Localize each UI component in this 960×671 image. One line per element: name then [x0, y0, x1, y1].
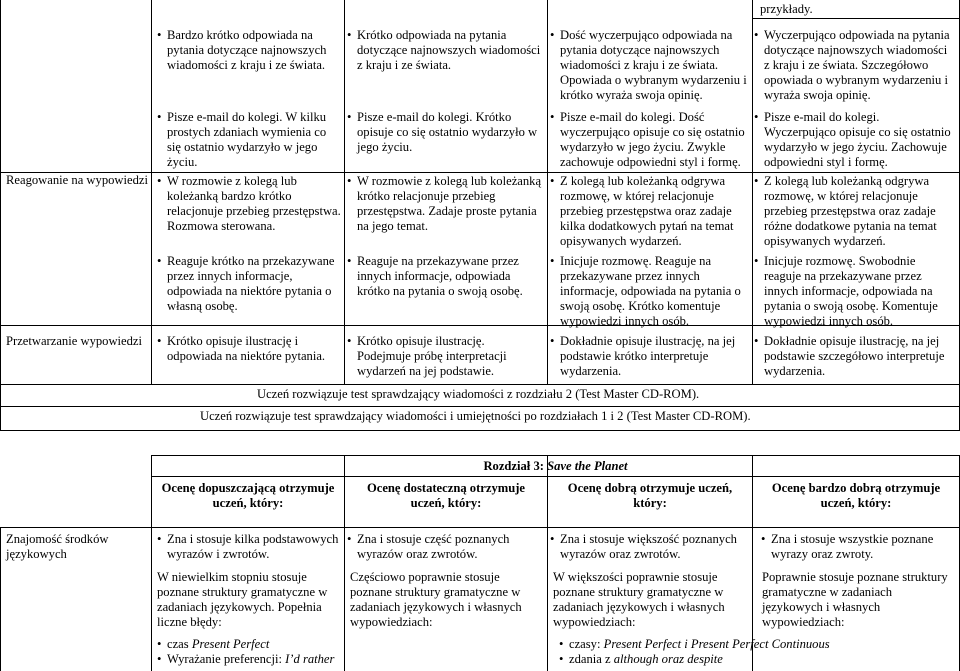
list-item [167, 637, 345, 652]
grid-line [752, 0, 753, 384]
text-italic: I’d rather [285, 652, 335, 666]
text-italic: although oraz despite [613, 652, 723, 666]
list-item [167, 652, 345, 667]
list-item: • Inicjuje rozmowę. Swobodnie reaguje na przekazywane przez innych informacje, odpowiada na pytania o swoją osobę. Komentuje wypowiedzi innych osób. [764, 254, 954, 329]
list-item: • Zna i stosuje kilka podstawowych wyrazów i zwrotów. [167, 532, 345, 562]
paragraph: W niewielkim stopniu stosuje poznane struktury gramatyczne w zadaniach językowych. Popełnia liczne błędy: [157, 570, 328, 629]
paragraph: W większości poprawnie stosuje poznane struktury gramatyczne w zadaniach językowych i własnych wypowiedziach: [553, 570, 725, 629]
list-item: • W rozmowie z kolegą lub koleżanką krótko relacjonuje przebieg przestępstwa. Zadaje proste pytania na jego temat. [357, 174, 547, 234]
grid-line [151, 476, 960, 477]
grid-line [0, 0, 1, 172]
label-reagowanie: Reagowanie na wypowiedzi [6, 173, 148, 187]
list-item [569, 652, 749, 667]
list-item: • Dość wyczerpująco odpowiada na pytania dotyczące najnowszych wiadomości z kraju i ze świata. Opowiada o wybranym wydarzeniu i krótko wyraża swoja opinię. [560, 28, 748, 103]
list-item: • Bardzo krótko odpowiada na pytania dotyczące najnowszych wiadomości z kraju i ze świata. [167, 28, 337, 73]
header-dopuszczajaca: Ocenę dopuszczającą otrzymuje uczeń, który: [161, 481, 335, 510]
header-dostateczna: Ocenę dostateczną otrzymuje uczeń, który: [366, 481, 526, 510]
list-item: • Dokładnie opisuje ilustrację, na jej podstawie szczegółowo interpretuje wydarzenia. [764, 334, 954, 379]
list-item: • Krótko opisuje ilustrację. Podejmuje próbę interpretacji wydarzeń na jej podstawie. [357, 334, 537, 379]
row-label-znajomosc: Znajomość środków językowych [6, 532, 109, 561]
header-dobra: Ocenę dobrą otrzymuje uczeń, który: [567, 481, 733, 510]
grid-line [547, 455, 548, 671]
paragraph: Częściowo poprawnie stosuje poznane struktury gramatyczne w zadaniach językowych i własnych wypowiedziach: [350, 570, 522, 629]
list-item: • Pisze e-mail do kolegi. W kilku prostych zdaniach wymienia co się ostatnio wydarzyło w jego życiu. [167, 110, 337, 170]
list-item: • Wyczerpująco odpowiada na pytania dotyczące najnowszych wiadomości z kraju i ze świata. Szczegółowo opowiada o wybranym wydarzeniu i wyraża swoja opinię. [764, 28, 954, 103]
grid-line [151, 455, 152, 671]
chapter-name: Save the Planet [547, 459, 628, 473]
list-item: • Zna i stosuje większość poznanych wyrazów oraz zwrotów. [560, 532, 748, 562]
list-item [569, 637, 949, 652]
text-prefix: Wyrażanie preferencji: [167, 652, 286, 666]
list-item: • Zna i stosuje wszystkie poznane wyrazy oraz zwroty. [771, 532, 955, 562]
list-item: • Inicjuje rozmowę. Reaguje na przekazywane przez innych informacje, odpowiada na pytania o swoją osobę. Krótko komentuje wypowiedzi innych osób. [560, 254, 748, 329]
text-prefix: zdania z [569, 652, 614, 666]
text-italic: Present Perfect i Present Perfect Continuous [603, 637, 830, 651]
list-item: • Krótko opisuje ilustrację i odpowiada na niektóre pytania. [167, 334, 337, 364]
header-bardzo-dobra: Ocenę bardzo dobrą otrzymuje uczeń, który: [771, 481, 941, 510]
text-italic: Present Perfect [191, 637, 270, 651]
grid-line [151, 455, 960, 456]
list-item: • Pisze e-mail do kolegi. Krótko opisuje co się ostatnio wydarzyło w jego życiu. [357, 110, 541, 155]
chapter-title [151, 459, 960, 474]
list-item: • Pisze e-mail do kolegi. Wyczerpująco opisuje co się ostatnio wydarzyło w jego życiu. Zachowuje odpowiedni styl i formę. [764, 110, 954, 170]
chapter-prefix: Rozdział 3: [483, 459, 548, 473]
text-prefix: czasy: [569, 637, 604, 651]
grid-line [0, 406, 960, 407]
list-item: • Z kolegą lub koleżanką odgrywa rozmowę, w której relacjonuje przebieg przestępstwa oraz zadaje kilka dodatkowych pytań na temat opisywanych wydarzeń. [560, 174, 748, 249]
grid-line [0, 384, 960, 385]
list-item: • Z kolegą lub koleżanką odgrywa rozmowę, w której relacjonuje przebieg przestępstwa oraz zadaje różne dodatkowe pytania na temat opisywanych wydarzeń. [764, 174, 954, 249]
grid-line [0, 527, 960, 528]
test-line-2: Uczeń rozwiązuje test sprawdzający wiadomości i umiejętności po rozdziałach 1 i 2 (Test Master CD-ROM). [200, 409, 751, 423]
text-prefix: czas [167, 637, 192, 651]
label-przetwarzanie: Przetwarzanie wypowiedzi [6, 334, 143, 348]
list-item: • Reaguje krótko na przekazywane przez innych informacje, odpowiada na niektóre pytania o własną osobę. [167, 254, 345, 314]
list-item: • Reaguje na przekazywane przez innych informacje, odpowiada krótko na pytania o swoją osobę. [357, 254, 541, 299]
list-item: • Zna i stosuje część poznanych wyrazów oraz zwrotów. [357, 532, 541, 562]
grid-line [752, 18, 960, 19]
list-item: • Pisze e-mail do kolegi. Dość wyczerpująco opisuje co się ostatnio wydarzyło w jego życiu. Zwykle zachowuje odpowiedni styl i formę. [560, 110, 748, 170]
list-item: • Krótko odpowiada na pytania dotyczące najnowszych wiadomości z kraju i ze świata. [357, 28, 541, 73]
grid-line [0, 527, 1, 671]
list-item: • Dokładnie opisuje ilustrację, na jej podstawie krótko interpretuje wydarzenia. [560, 334, 748, 379]
paragraph: Poprawnie stosuje poznane struktury gramatyczne w zadaniach językowych i własnych wypowiedziach: [762, 570, 948, 629]
grid-line [547, 0, 548, 384]
grid-line [0, 430, 960, 431]
przyklady-text: przykłady. [760, 2, 813, 16]
grid-line [151, 0, 152, 384]
test-line-1: Uczeń rozwiązuje test sprawdzający wiadomości z rozdziału 2 (Test Master CD-ROM). [257, 387, 700, 401]
list-item: • W rozmowie z kolegą lub koleżanką bardzo krótko relacjonuje przebieg przestępstwa. Rozmowa sterowana. [167, 174, 345, 234]
grid-line [0, 172, 1, 430]
